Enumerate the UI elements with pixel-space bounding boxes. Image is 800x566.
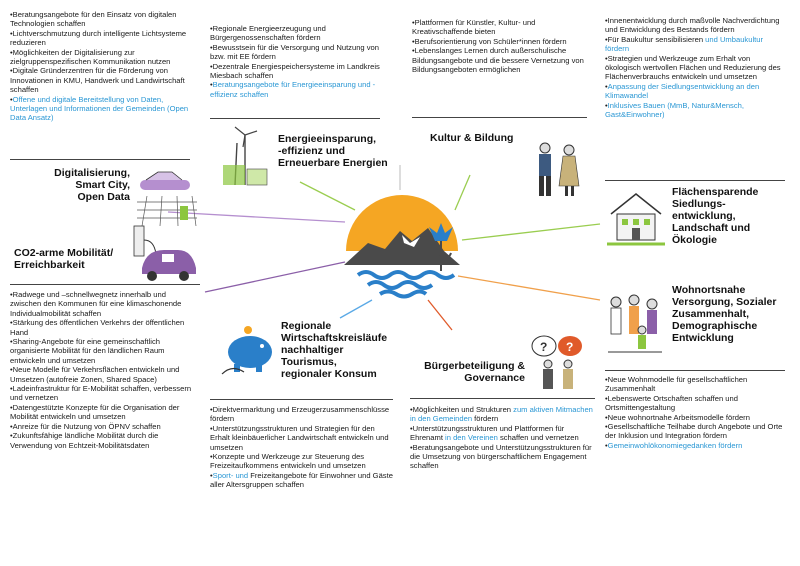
economy-divider <box>210 399 393 400</box>
list-item: • Unterstützungsstrukturen und Strategien für den Erhalt kleinbäuerlicher Landwirtschaft entwickeln und umsetzen <box>210 424 393 452</box>
list-item: • Zukunftsfähige ländliche Mobilität durch die Verwendung von Echtzeit-Mobilitätsdaten <box>10 431 198 450</box>
center-logo <box>340 193 465 303</box>
list-item: • Sharing-Angebote für eine gemeinschaftlich organisierte Mobilität für den ländlichen Raum entwickeln und umsetzen <box>10 337 198 365</box>
energy-measure-list <box>210 24 380 99</box>
energy-title: Energieeinsparung, -effizienz und Erneuerbare Energien <box>278 133 388 169</box>
list-item: • Offene und digitale Bereitstellung von Daten, Unterlagen und Informationen der Gemeinden (Open Data Ansatz) <box>10 95 190 123</box>
svg-text:?: ? <box>566 340 574 354</box>
digital-divider <box>10 159 190 160</box>
digital-title: Digitalisierung, Smart City, Open Data <box>54 167 130 203</box>
list-item: • Anpassung der Siedlungsentwicklung an den Klimawandel <box>605 82 785 101</box>
list-item: • Plattformen für Künstler, Kultur- und Kreativschaffende bieten <box>412 18 587 37</box>
list-item: • Lichtverschmutzung durch intelligente Lichtsysteme reduzieren <box>10 29 190 48</box>
list-item: • Anreize für die Nutzung von ÖPNV schaffen <box>10 422 198 431</box>
list-item: • Regionale Energieerzeugung und Bürgergenossenschaften fördern <box>210 24 380 43</box>
participation-divider <box>410 398 595 399</box>
list-item: • Lebenswerte Ortschaften schaffen und Ortsmittengestaltung <box>605 394 787 413</box>
list-item: • Konzepte und Werkzeuge zur Steuerung des Freizeitaufkommens entwickeln und umsetzen <box>210 452 393 471</box>
connector-mobility <box>205 262 345 292</box>
svg-text:?: ? <box>540 340 548 354</box>
supply-measure-list <box>605 375 787 450</box>
list-item: • Stärkung des öffentlichen Verkehrs der öffentlichen Hand <box>10 318 198 337</box>
settlement-measure-list <box>605 16 785 119</box>
list-item: • Lebenslanges Lernen durch außerschulische Bildungsangebote und die bessere Vernetzung von Bildungsangeboten ermöglichen <box>412 46 587 74</box>
list-item: • Bewusstsein für die Versorgung und Nutzung von bzw. mit EE fördern <box>210 43 380 62</box>
list-item: • Dezentrale Energiespeichersysteme im Landkreis Miesbach schaffen <box>210 62 380 81</box>
list-item: • Gesellschaftliche Teilhabe durch Angebote und Orte der Inklusion und Integration fördern <box>605 422 787 441</box>
list-item: • Möglichkeiten und Strukturen zum aktiven Mitmachen in den Gemeinden fördern <box>410 405 595 424</box>
settlement-divider <box>605 180 785 181</box>
speech-bubbles-people-icon <box>524 332 594 392</box>
supply-divider <box>605 370 785 371</box>
connector-supply <box>458 276 600 300</box>
list-item: • Berufsorientierung von Schüler*innen fördern <box>412 37 587 46</box>
list-item: • Datengestützte Konzepte für die Organisation der Mobilität entwickeln und umsetzen <box>10 403 198 422</box>
list-item: • Inklusives Bauen (MmB, Natur&Mensch, Gast&Einwohner) <box>605 101 785 120</box>
traditional-costume-people-icon <box>527 138 589 200</box>
list-item: • Neue wohnortnahe Arbeitsmodelle fördern <box>605 413 787 422</box>
list-item: • Beratungsangebote für Energieeinsparung und -effizienz schaffen <box>210 80 380 99</box>
list-item: • Gemeinwohlökonomiegedanken fördern <box>605 441 787 450</box>
culture-measure-list <box>412 18 587 74</box>
culture-divider <box>412 117 587 118</box>
digital-measure-list <box>10 10 190 123</box>
energy-divider <box>210 118 380 119</box>
piggy-bank-icon <box>218 322 280 380</box>
list-item: • Digitale Gründerzentren für die Förderung von Innovationen in KMU, Handwerk und Landwirtschaft schaffen <box>10 66 190 94</box>
settlement-title: Flächensparende Siedlungs- entwicklung, Landschaft und Ökologie <box>672 186 759 246</box>
list-item: • Möglichkeiten der Digitalisierung zur zielgruppenspezifischen Kommunikation nutzen <box>10 48 190 67</box>
supply-title: Wohnortsnahe Versorgung, Sozialer Zusammenhalt, Demographische Entwicklung <box>672 284 777 344</box>
list-item: • Neue Modelle für Verkehrsflächen entwickeln und Umsetzen (autofreie Zonen, Shared Space) <box>10 365 198 384</box>
culture-title: Kultur & Bildung <box>430 132 514 144</box>
list-item: • Beratungsangebote für den Einsatz von digitalen Technologien schaffen <box>10 10 190 29</box>
participation-title: Bürgerbeteiligung & Governance <box>424 360 525 384</box>
mobility-measure-list <box>10 290 198 450</box>
list-item: • Beratungsangebote und Unterstützungsstrukturen für die Umsetzung von bürgerschaftlichem Engagement schaffen <box>410 443 595 471</box>
list-item: • Ladeinfrastruktur für E-Mobilität schaffen, verbessern und vernetzen <box>10 384 198 403</box>
family-group-icon <box>604 290 666 356</box>
list-item: • Für Baukultur sensibilisieren und Umbaukultur fördern <box>605 35 785 54</box>
list-item: • Neue Wohnmodelle für gesellschaftlichen Zusammenhalt <box>605 375 787 394</box>
house-icon <box>607 186 665 248</box>
list-item: • Strategien und Werkzeuge zum Erhalt von ökologisch wertvollen Flächen und Reduzierung des Flächenverbrauchs entwickeln und umsetzen <box>605 54 785 82</box>
economy-measure-list <box>210 405 393 490</box>
list-item: • Unterstützungsstrukturen und Plattformen für Ehrenamt in den Vereinen schaffen und vernetzen <box>410 424 595 443</box>
electric-car-icon <box>128 218 200 284</box>
list-item: • Direktvermarktung und Erzeugerzusammenschlüsse fördern <box>210 405 393 424</box>
participation-measure-list <box>410 405 595 471</box>
wind-turbine-icon <box>215 125 275 190</box>
connector-participation <box>428 300 452 330</box>
mobility-divider <box>10 284 200 285</box>
connector-settlement <box>462 224 600 240</box>
list-item: • Radwege und –schnellwegnetz innerhalb und zwischen den Kommunen für eine klimaschonende Individualmobilität schaffen <box>10 290 198 318</box>
list-item: • Sport- und Freizeitangebote für Einwohner und Gäste aller Altersgruppen schaffen <box>210 471 393 490</box>
economy-title: Regionale Wirtschaftskreisläufe nachhaltiger Tourismus, regionaler Konsum <box>281 320 388 380</box>
mobility-title: CO2-arme Mobilität/ Erreichbarkeit <box>14 247 114 271</box>
list-item: • Innenentwicklung durch maßvolle Nachverdichtung und Entwicklung des Bestands fördern <box>605 16 785 35</box>
